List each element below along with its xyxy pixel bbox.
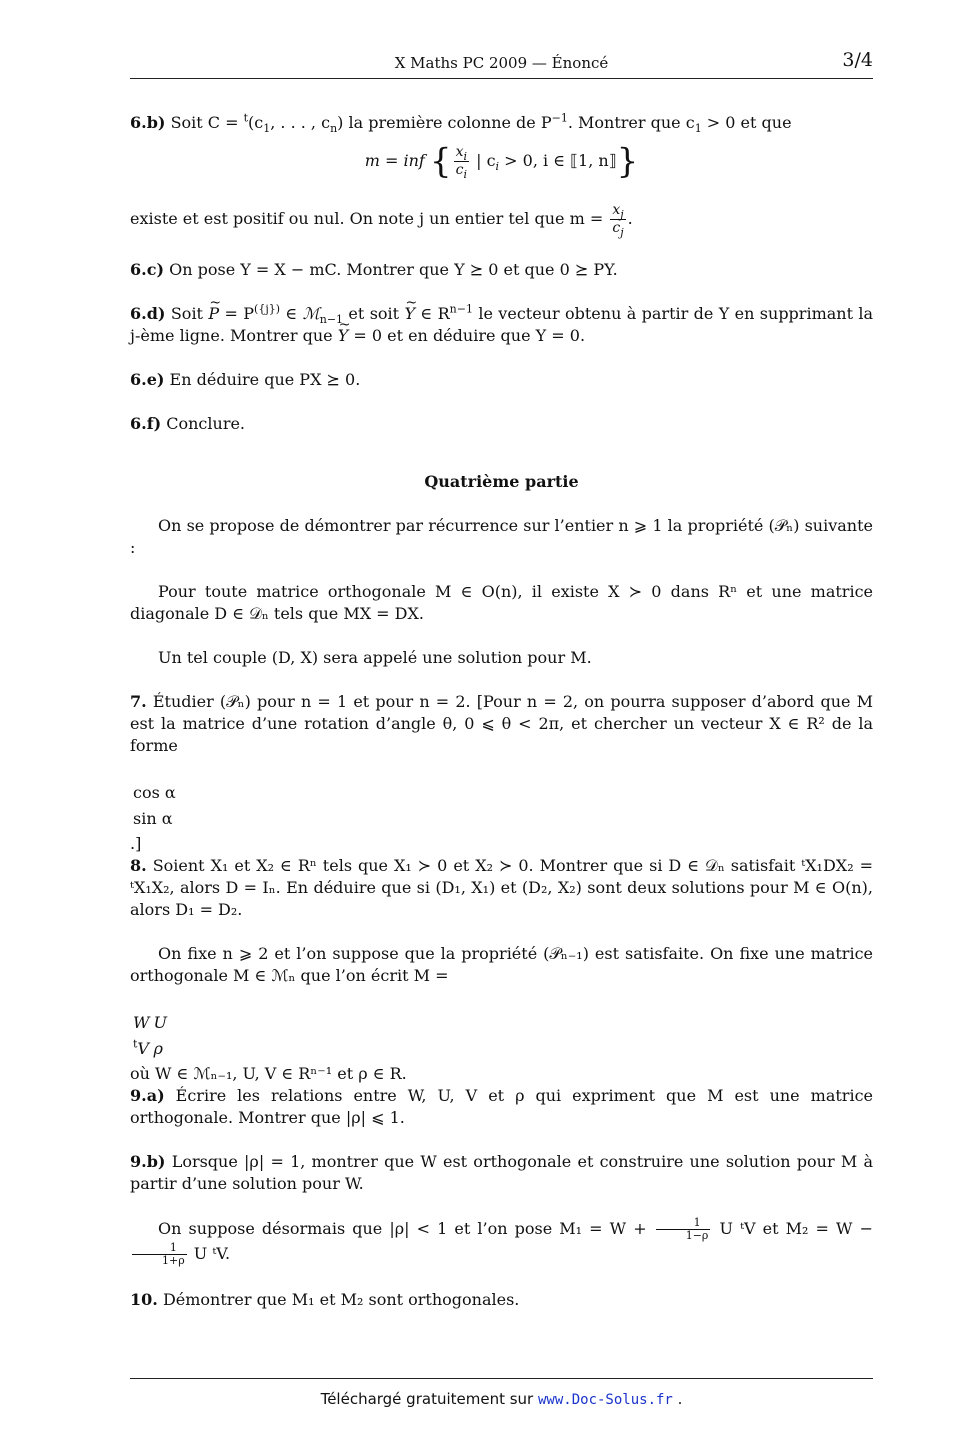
- page-header: [130, 49, 873, 79]
- q6e-text: En déduire que PX ⪰ 0.: [169, 370, 361, 389]
- question-9a: [130, 1085, 873, 1129]
- question-number: 6.e): [130, 370, 165, 389]
- fraction-xj-cj: $\frac{x_j}{c_j}$: [612, 202, 624, 239]
- question-6e: [130, 369, 873, 391]
- question-6b-statement: [130, 112, 873, 134]
- question-6c: [130, 259, 873, 281]
- page-content: 6.b) Soit $C = ^t(c_1$, . . . , $c_n$) la première colonne de $P^{-1}$. Montrer que $c_1 > 0$ et que m = inf { $\frac{x_i}{c_i}$ | $c_i > 0$, i ∈ ⟦1, n⟧} existe et est positif ou nul. On note j un entier tel que m = $\frac{x_j}{c_j}$ . 6.c) On pose Y = X − mC. Montrer que Y ⪰ 0 et que 0 ⪰ PY. 6.d) Soit ~ $P = P^{(\{j\})}$ ∈ ℳ$_{n-1}$ et soit ~ Y ∈ $R^{n-1}$ le vecteur obtenu à partir de Y en supprimant la j-ème ligne. Montrer que ~ Y = 0 et en déduire que Y = 0. 6.e) En déduire que PX ⪰ 0. 6.f) Conclure. Quatrième partie On se propose de démontrer par récurrence sur l’entier n ⩾ 1 la propriété (𝒫ₙ) suivante : Pour toute matrice orthogonale M ∈ O(n), il existe X ≻ 0 dans Rⁿ et une matrice diagonale D ∈ 𝒟ₙ tels que MX = DX. Un tel couple (D, X) sera appelé une solution pour M. 7. Étudier (𝒫ₙ) pour n = 1 et pour n = 2. [Pour n = 2, on pourra supposer d’abord que M est la matrice d’une rotation d’angle θ, 0 ⩽ θ < 2π, et chercher un vecteur X ∈ R² de la forme cos α sin α .] 8. Soient X₁ et X₂ ∈ Rⁿ tels que X₁ ≻ 0 et X₂ ≻ 0. Montrer que si D ∈ 𝒟ₙ satisfait ᵗX₁DX₂ = ᵗX₁X₂, alors D = Iₙ. En déduire que si (D₁, X₁) et (D₂, X₂) sont deux solutions pour M ∈ O(n), alors D₁ = D₂. On fixe n ⩾ 2 et l’on suppose que la propriété (𝒫ₙ₋₁) est satisfaite. On fixe une matrice orthogonale M ∈ ℳₙ que l’on écrit M = W U $^t$V ρ où W ∈ ℳₙ₋₁, U, V ∈ Rⁿ⁻¹ et ρ ∈ R. 9.a) Écrire les relations entre W, U, V et ρ qui expriment que M est une matrice orthogonale. Montrer que |ρ| ⩽ 1. 9.b) Lorsque |ρ| = 1, montrer que W est orthogonale et construire une solution pour M à partir d’une solution pour W. On suppose désormais que |ρ| < 1 et l’on pose M₁ = W + $\frac{1}{1-\rho}$ U ᵗV et M₂ = W − $\frac{1}{1+\rho}$ U ᵗV. 10. Démontrer que M₁ et M₂ sont orthogonales.: [130, 112, 873, 1333]
- q6f-text: Conclure.: [166, 414, 246, 433]
- page-number: 3/4: [842, 49, 873, 71]
- question-number: 6.c): [130, 260, 165, 279]
- question-number: 9.b): [130, 1152, 166, 1171]
- question-number: 6.d): [130, 304, 166, 323]
- q10-text: Démontrer que M₁ et M₂ sont orthogonales.: [162, 1290, 520, 1309]
- fraction-1-over-1-minus-rho: $\frac{1}{1-\rho}$: [656, 1217, 711, 1242]
- question-6d: [130, 303, 873, 347]
- q9b-text: Lorsque |ρ| = 1, montrer que W est orthogonale et construire une solution pour M à partir d’une solution pour W.: [130, 1152, 873, 1193]
- question-6f: [130, 413, 873, 435]
- q8-text: Soient X₁ et X₂ ∈ Rⁿ tels que X₁ ≻ 0 et X₂ ≻ 0. Montrer que si D ∈ 𝒟ₙ satisfait ᵗX₁DX₂ = ᵗX₁X₂, alors D = Iₙ. En déduire que si (D₁, X₁) et (D₂, X₂) sont deux solutions pour M ∈ O(n), alors D₁ = D₂.: [130, 856, 873, 919]
- question-number: 6.f): [130, 414, 162, 433]
- question-number: 8.: [130, 856, 147, 875]
- q9a-text: Écrire les relations entre W, U, V et ρ qui expriment que M est une matrice orthogonale. Montrer que |ρ| ⩽ 1.: [130, 1086, 873, 1127]
- question-7: [130, 691, 873, 757]
- suppose-paragraph: On suppose désormais que |ρ| < 1 et l’on pose M₁ = W + $\frac{1}{1-\rho}$ U ᵗV et M₂ = W − $\frac{1}{1+\rho}$ U ᵗV.: [130, 1217, 873, 1267]
- question-9b: [130, 1151, 873, 1195]
- display-equation-m: m = inf { $\frac{x_i}{c_i}$ | $c_i > 0$, i ∈ ⟦1, n⟧}: [364, 141, 639, 182]
- section-title: Quatrième partie: [424, 472, 579, 491]
- induction-paragraph: On fixe n ⩾ 2 et l’on suppose que la propriété (𝒫ₙ₋₁) est satisfaite. On fixe une matrice orthogonale M ∈ ℳₙ que l’on écrit M =: [130, 944, 873, 985]
- question-8: [130, 855, 873, 921]
- footer-text: Téléchargé gratuitement sur: [320, 1390, 534, 1408]
- question-number: 10.: [130, 1290, 158, 1309]
- question-6b: [130, 112, 873, 237]
- header-title: X Maths PC 2009 — Énoncé: [394, 54, 609, 72]
- q6d-text: Soit ~ $P = P^{(\{j\})}$ ∈ ℳ$_{n-1}$ et soit ~ Y ∈ $R^{n-1}$ le vecteur obtenu à partir de Y en supprimant la j-ème ligne. Montrer que ~ Y = 0 et en déduire que Y = 0.: [130, 304, 873, 345]
- q7-text: Étudier (𝒫ₙ) pour n = 1 et pour n = 2. [Pour n = 2, on pourra supposer d’abord que M est la matrice d’une rotation d’angle θ, 0 ⩽ θ < 2π, et chercher un vecteur X ∈ R² de la forme: [130, 692, 873, 755]
- intro-paragraph-2: Pour toute matrice orthogonale M ∈ O(n), il existe X ≻ 0 dans Rⁿ et une matrice diagonale D ∈ 𝒟ₙ tels que MX = DX.: [130, 582, 873, 623]
- intro-paragraph-1: On se propose de démontrer par récurrence sur l’entier n ⩾ 1 la propriété (𝒫ₙ) suivante :: [130, 516, 873, 557]
- page-footer: Téléchargé gratuitement sur www.Doc-Solus.fr .: [130, 1378, 873, 1411]
- intro-paragraph-3: Un tel couple (D, X) sera appelé une solution pour M.: [158, 648, 592, 667]
- fraction-1-over-1-plus-rho: $\frac{1}{1+\rho}$: [132, 1242, 187, 1267]
- question-number: 7.: [130, 692, 147, 711]
- q6b-continuation: existe et est positif ou nul. On note j un entier tel que m = $\frac{x_j}{c_j}$ .: [130, 202, 633, 239]
- question-10: [130, 1289, 873, 1311]
- question-number: 9.a): [130, 1086, 165, 1105]
- question-number: 6.b): [130, 113, 166, 132]
- q6b-text: Soit $C = ^t(c_1$, . . . , $c_n$) la première colonne de $P^{-1}$. Montrer que $c_1 > 0$ et que: [170, 111, 792, 136]
- q6c-text: On pose Y = X − mC. Montrer que Y ⪰ 0 et que 0 ⪰ PY.: [169, 260, 618, 279]
- fraction-xi-ci: $\frac{x_i}{c_i}$: [455, 144, 467, 181]
- footer-link[interactable]: www.Doc-Solus.fr: [538, 1392, 673, 1408]
